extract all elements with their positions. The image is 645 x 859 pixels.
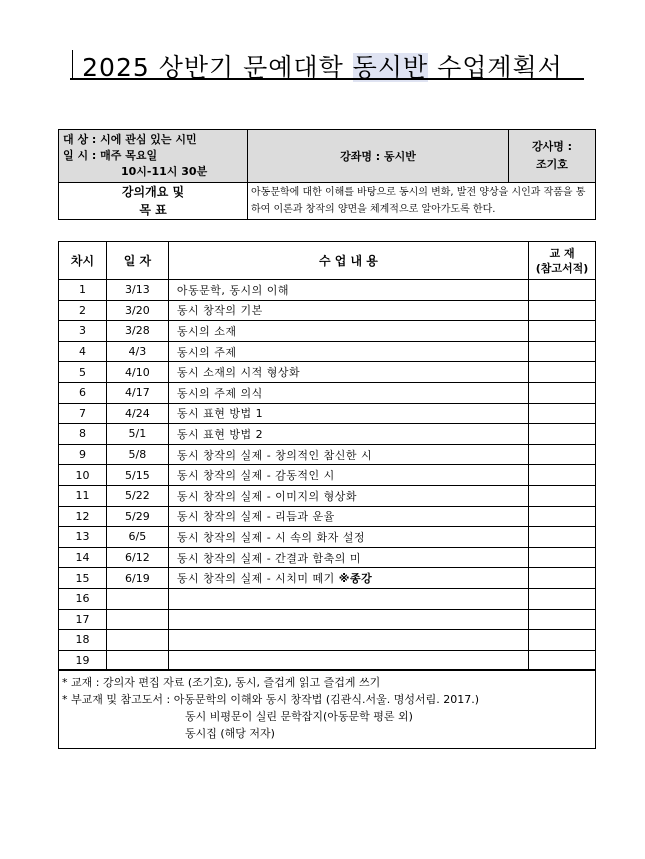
session-date: 3/20: [106, 300, 168, 321]
note-references: * 부교재 및 참고도서 : 아동문학의 이해와 동시 창작법 (김관식.서울. 명성서림. 2017.): [62, 693, 480, 706]
session-number: 8: [59, 424, 107, 445]
instructor-label: 강사명 :: [531, 140, 573, 153]
session-date: 4/17: [106, 382, 168, 403]
session-material: [529, 588, 596, 609]
session-content-text: 동시 창작의 실제 - 감동적인 시: [176, 469, 335, 483]
session-number: 2: [59, 300, 107, 321]
objective-label: [59, 183, 248, 220]
table-row: [59, 382, 596, 403]
header-material: 교 재 (참고서적): [529, 242, 596, 280]
session-content-text: 동시 표현 방법 2: [176, 427, 264, 441]
session-number: 5: [59, 362, 107, 383]
session-content-text: 동시의 소재: [176, 324, 237, 338]
session-content: [168, 444, 528, 465]
session-content: [168, 362, 528, 383]
session-date: 5/15: [106, 465, 168, 486]
session-number: 12: [59, 506, 107, 527]
session-number: 19: [59, 650, 107, 671]
notes-box: [58, 669, 596, 749]
table-row: [59, 588, 596, 609]
instructor-cell: [509, 130, 596, 183]
session-content: [168, 321, 528, 342]
target-text: 대 상 : 시에 관심 있는 시민: [63, 133, 197, 146]
title-part1: 2025 상반기 문예대학: [82, 53, 353, 82]
table-row: [59, 527, 596, 548]
session-date: 5/1: [106, 424, 168, 445]
session-material: [529, 465, 596, 486]
table-row: [59, 403, 596, 424]
title-part2: 수업계획서: [428, 53, 563, 82]
session-date: 3/13: [106, 280, 168, 301]
session-content-text: 동시 창작의 실제 - 창의적인 참신한 시: [176, 448, 373, 462]
session-date: [106, 630, 168, 651]
session-date: 6/12: [106, 547, 168, 568]
session-date: [106, 588, 168, 609]
session-content: [168, 506, 528, 527]
session-date: [106, 609, 168, 630]
table-row: [59, 321, 596, 342]
header-date: 일 자: [106, 242, 168, 280]
table-row: [59, 444, 596, 465]
session-date: 5/8: [106, 444, 168, 465]
session-content-text: 동시의 주제 의식: [176, 386, 263, 400]
session-content-text: 동시 소재의 시적 형상화: [176, 366, 301, 380]
session-content-text: 동시 창작의 실제 - 시 속의 화자 설정: [176, 530, 366, 544]
session-number: 18: [59, 630, 107, 651]
session-content-text: 동시의 주제: [176, 345, 237, 359]
session-note: ※종강: [338, 572, 373, 586]
table-row: [59, 506, 596, 527]
session-number: 7: [59, 403, 107, 424]
session-material: [529, 527, 596, 548]
session-number: 15: [59, 568, 107, 589]
schedule-text-1: 일 시 : 매주 목요일: [63, 149, 158, 162]
table-row: [59, 650, 596, 671]
session-content: [168, 403, 528, 424]
session-material: [529, 650, 596, 671]
table-row: [59, 485, 596, 506]
info-table: [58, 129, 596, 220]
table-row: [59, 547, 596, 568]
session-material: [529, 424, 596, 445]
session-content: [168, 341, 528, 362]
objective-text: 아동문학에 대한 이해를 바탕으로 동시의 변화, 발전 양상을 시인과 작품을 통하여 이론과 창작의 양면을 체계적으로 알아가도록 한다.: [248, 183, 596, 220]
note-textbook: * 교재 : 강의자 편집 자료 (조기호), 동시, 즐겁게 읽고 즐겁게 쓰기: [62, 676, 381, 689]
instructor-name: 조기호: [536, 158, 568, 171]
session-content: [168, 527, 528, 548]
schedule-text-2: 10시-11시 30분: [121, 165, 208, 178]
target-schedule-cell: [59, 130, 248, 183]
session-date: 4/10: [106, 362, 168, 383]
session-date: 6/19: [106, 568, 168, 589]
note-reference-3: 동시집 (해당 저자): [185, 727, 275, 740]
session-content: [168, 609, 528, 630]
header-session: 차시: [59, 242, 107, 280]
title-highlight: 동시반: [352, 53, 429, 82]
session-content: [168, 280, 528, 301]
session-material: [529, 506, 596, 527]
session-number: 16: [59, 588, 107, 609]
session-number: 9: [59, 444, 107, 465]
session-content-text: 동시 창작의 실제 - 이미지의 형상화: [176, 489, 358, 503]
session-content-text: 동시 표현 방법 1: [176, 407, 264, 421]
session-material: [529, 568, 596, 589]
session-content-text: 동시 창작의 실제 - 리듬과 운율: [176, 510, 335, 524]
session-date: 6/5: [106, 527, 168, 548]
table-row: [59, 362, 596, 383]
schedule-header-row: [59, 242, 596, 280]
session-content: [168, 588, 528, 609]
session-date: 4/24: [106, 403, 168, 424]
session-material: [529, 485, 596, 506]
session-number: 11: [59, 485, 107, 506]
session-content-text: 아동문학, 동시의 이해: [176, 283, 289, 297]
session-number: 3: [59, 321, 107, 342]
header-content: 수 업 내 용: [168, 242, 528, 280]
session-content: [168, 382, 528, 403]
session-date: 4/3: [106, 341, 168, 362]
session-date: 5/29: [106, 506, 168, 527]
table-row: [59, 424, 596, 445]
session-date: 5/22: [106, 485, 168, 506]
title-underline: [70, 78, 584, 80]
session-material: [529, 321, 596, 342]
session-content-text: 동시 창작의 실제 - 시치미 떼기: [176, 572, 339, 586]
session-content: [168, 630, 528, 651]
session-content-text: 동시 창작의 실제 - 간결과 함축의 미: [176, 551, 362, 565]
table-row: [59, 630, 596, 651]
session-date: [106, 650, 168, 671]
session-material: [529, 382, 596, 403]
session-material: [529, 280, 596, 301]
session-number: 4: [59, 341, 107, 362]
schedule-table: [58, 241, 596, 671]
session-content: [168, 650, 528, 671]
table-row: [59, 300, 596, 321]
session-content: [168, 485, 528, 506]
table-row: [59, 465, 596, 486]
session-number: 13: [59, 527, 107, 548]
session-content: [168, 300, 528, 321]
session-content: [168, 465, 528, 486]
session-number: 10: [59, 465, 107, 486]
session-number: 17: [59, 609, 107, 630]
note-reference-2: 동시 비평문이 실린 문학잡지(아동문학 평론 외): [185, 710, 413, 723]
session-material: [529, 300, 596, 321]
session-number: 1: [59, 280, 107, 301]
session-number: 6: [59, 382, 107, 403]
course-name: 강좌명 : 동시반: [248, 130, 509, 183]
session-material: [529, 341, 596, 362]
table-row: [59, 280, 596, 301]
session-material: [529, 362, 596, 383]
session-number: 14: [59, 547, 107, 568]
session-material: [529, 444, 596, 465]
session-content: [168, 568, 528, 589]
session-material: [529, 547, 596, 568]
text-cursor: [72, 50, 73, 78]
session-content-text: 동시 창작의 기본: [176, 304, 263, 318]
table-row: [59, 609, 596, 630]
session-material: [529, 403, 596, 424]
session-material: [529, 609, 596, 630]
table-row: [59, 341, 596, 362]
session-material: [529, 630, 596, 651]
objective-label-1: 강의개요 및: [121, 185, 185, 199]
table-row: [59, 568, 596, 589]
session-content: [168, 547, 528, 568]
session-content: [168, 424, 528, 445]
session-date: 3/28: [106, 321, 168, 342]
objective-label-2: 목 표: [139, 203, 167, 217]
